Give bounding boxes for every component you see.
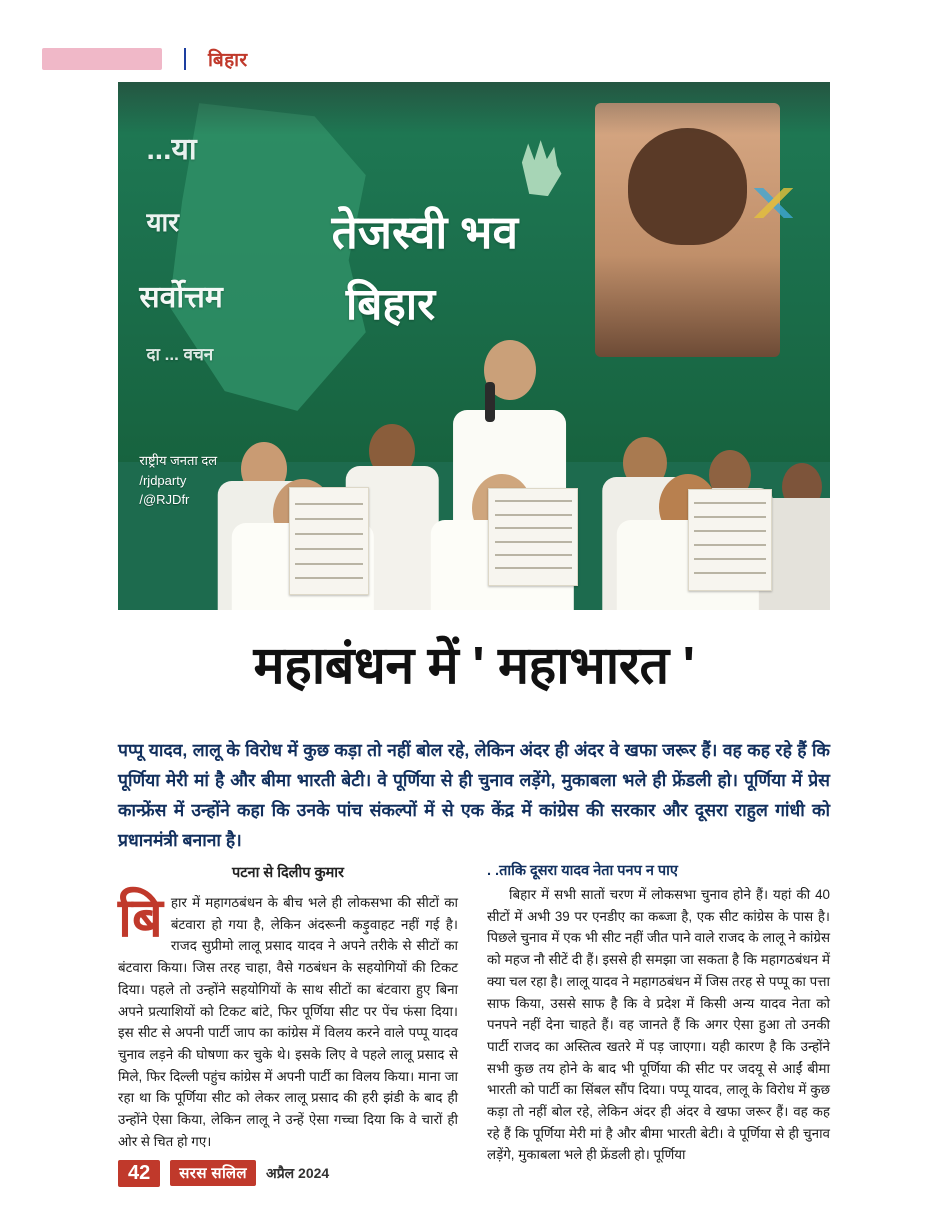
section-label: बिहार (208, 50, 248, 71)
leader-portrait-poster (595, 103, 780, 356)
banner-headline: तेजस्वी भव (331, 205, 519, 258)
banner-subheadline: बिहार (345, 279, 436, 329)
banner-line-4: दा ... वचन (146, 345, 214, 364)
microphone-icon (485, 382, 495, 422)
banner-line-3: सर्वोत्तम (139, 280, 223, 314)
page-number: 42 (118, 1160, 160, 1187)
page-header (42, 42, 904, 76)
article-headline: महाबंधन में ' महाभारत ' (253, 637, 695, 695)
body-column-left (118, 888, 458, 1161)
article-standfirst: पप्पू यादव, लालू के विरोध में कुछ कड़ा तो नहीं बोल रहे, लेकिन अंदर ही अंदर वे खफा जरूर हैं। वह कह रहे हैं कि पूर्णिया मेरी मां है और बीमा भारती बेटी। वे पूर्णिया से ही चुनाव लड़ेंगे, मुकाबला भले ही फ्रेंडली हो। पूर्णिया में प्रेस कान्फ्रेंस में उन्होंने कहा कि उनके पांच संकल्पों में से एक केंद्र में कांग्रेस की सरकार और दूसरा राहुल गांधी को प्रधानमंत्री बनाना है। (118, 740, 830, 851)
issue-date: अप्रैल 2024 (266, 1164, 330, 1181)
banner-line-2: यार (146, 206, 179, 237)
twitter-handle: /@RJDfr (139, 492, 190, 508)
header-color-swatch (42, 48, 162, 70)
seat-list-paper-left (289, 487, 369, 595)
people-on-stage (118, 367, 830, 610)
byline: पटना से दिलीप कुमार (231, 865, 344, 881)
seat-list-paper-center (488, 488, 578, 586)
header-divider (184, 48, 186, 70)
paragraph: बिहार में सभी सातों चरण में लोकसभा चुनाव होने हैं। यहां की 40 सीटों में अभी 39 पर एनडीए का कब्जा है, एक सीट कांग्रेस के पास है। पिछले चुनाव में एक भी सीट नहीं जीत पाने वाले राजद के लालू ने कांग्रेस को महज नौ सीटें दी हैं। इससे ही समझा जा सकता है कि महागठबंधन में क्या चल रहा है। लालू यादव ने महागठबंधन में जिस तरह से पप्पू का पत्ता साफ किया, उससे साफ है कि वे प्रदेश में किसी अन्य यादव नेता को पनपने नहीं देना चाहते हैं। वह जानते हैं कि अगर ऐसा हुआ तो उनकी पार्टी राजद का अस्तित्व खतरे में पड़ जाएगा। यही कारण है कि उन्होंने सभी कुछ तय होने के बाद भी पूर्णिया की सीट पर जदयू से आईं बीमा भारती को पार्टी का सिंबल सौंप दिया। पप्पू यादव, लालू के विरोध में कुछ कड़ा तो नहीं बोल रहे, लेकिन अंदर ही अंदर वे खफा जरूर हैं। वह कह रहे हैं कि पूर्णिया मेरी मां है और बीमा भारती बेटी। वे पूर्णिया से ही चुनाव लड़ेंगे, मुकाबला भले ही फ्रेंडली हो। पूर्णिया (487, 887, 830, 1163)
page-footer (118, 1159, 830, 1187)
party-name-text: राष्ट्रीय जनता दल (139, 453, 218, 469)
photo-top-shadow (118, 82, 830, 135)
drop-cap: बि (118, 888, 163, 948)
seat-list-paper-right (688, 489, 772, 591)
body-column-right (487, 884, 830, 1175)
paragraph: हार में महागठबंधन के बीच भले ही लोकसभा की सीटों का बंटवारा हो गया है, लेकिन अंदरूनी कड़ुवाहट नहीं गई है। राजद सुप्रीमो लालू प्रसाद यादव ने अपने तरीके से सीटों का बंटवारा किया। जिस तरह चाहा, वैसे गठबंधन के सहयोगियों की टिकट दिया। पहले तो उन्होंने सहयोगियों के साथ सीटों का बंटवारा हुए बिना अपने प्रत्याशियों को टिकट बांटे, फिर पूर्णिया सीट पर पेंच फंसा दिया। इस सीट से अपनी पार्टी जाप का कांग्रेस में विलय करने वाले पप्पू यादव चुनाव लड़ने की घोषणा कर चुके थे। इसके लिए वे पहले लालू प्रसाद से मिले, फिर दिल्ली पहुंच कांग्रेस में अपनी पार्टी का विलय किया। माना जा रहा था कि पूर्णिया सीट को लेकर लालू प्रसाद की हरी झंडी के बाद ही उन्होंने ऐसा किया, लेकिन लालू ने उन्हें ऐसा गच्चा दिया कि वे चारों ही ओर से चित हो गए। (118, 895, 458, 1149)
column-subheading: . .ताकि दूसरा यादव नेता पनप न पाए (487, 863, 678, 879)
facebook-handle: /rjdparty (139, 472, 187, 488)
banner-line-1: ...या (146, 132, 197, 166)
article-photo (118, 82, 830, 610)
bunting-flags (726, 188, 816, 218)
masthead-logo: सरस सलिल (170, 1160, 256, 1186)
